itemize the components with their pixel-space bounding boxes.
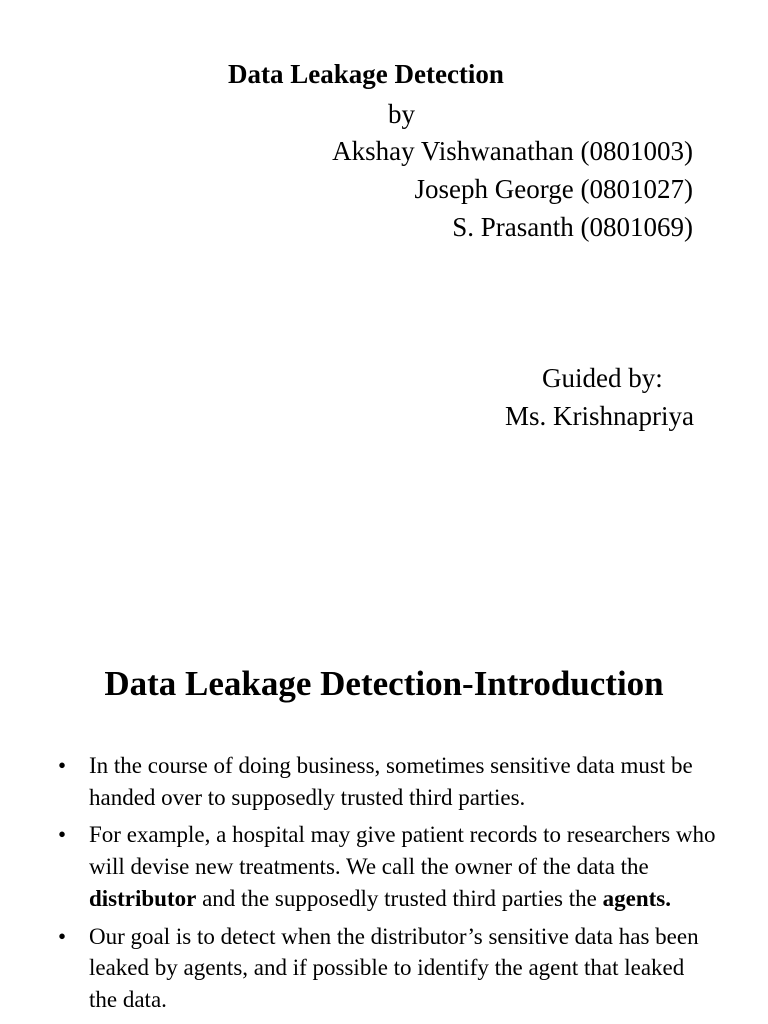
- bullet-item: [58, 750, 718, 813]
- guide-name: Ms. Krishnapriya: [505, 401, 694, 431]
- author-name: S. Prasanth (0801069): [452, 212, 693, 242]
- bullet-item: [58, 819, 718, 914]
- slide-heading: Data Leakage Detection-Introduction: [104, 664, 664, 703]
- bullet-text: For example, a hospital may give patient records to researchers who will devise new treatments. We call the owner of the data the: [89, 822, 716, 880]
- author-name: Joseph George (0801027): [414, 174, 693, 204]
- author-name: Akshay Vishwanathan (0801003): [332, 136, 693, 166]
- guided-by-label: Guided by:: [542, 363, 663, 393]
- bullet-text: and the supposedly trusted third parties the: [196, 885, 603, 911]
- bullet-item: [58, 921, 718, 1016]
- by-label: by: [388, 99, 415, 129]
- intro-slide: [0, 600, 768, 1024]
- term-distributor: distributor: [89, 885, 197, 911]
- bullet-icon: •: [58, 923, 67, 949]
- bullet-text: In the course of doing business, sometimes sensitive data must be handed over to supposedly trusted third parties.: [89, 753, 693, 810]
- term-agents: agents.: [602, 885, 671, 911]
- bullet-icon: •: [58, 822, 67, 848]
- bullet-text: Our goal is to detect when the distributor’s sensitive data has been leaked by agents, and if possible to identify the agent that leaked the data.: [89, 923, 699, 1012]
- presentation-title: Data Leakage Detection: [228, 59, 504, 89]
- bullet-list: [58, 750, 718, 1022]
- bullet-icon: •: [58, 753, 67, 778]
